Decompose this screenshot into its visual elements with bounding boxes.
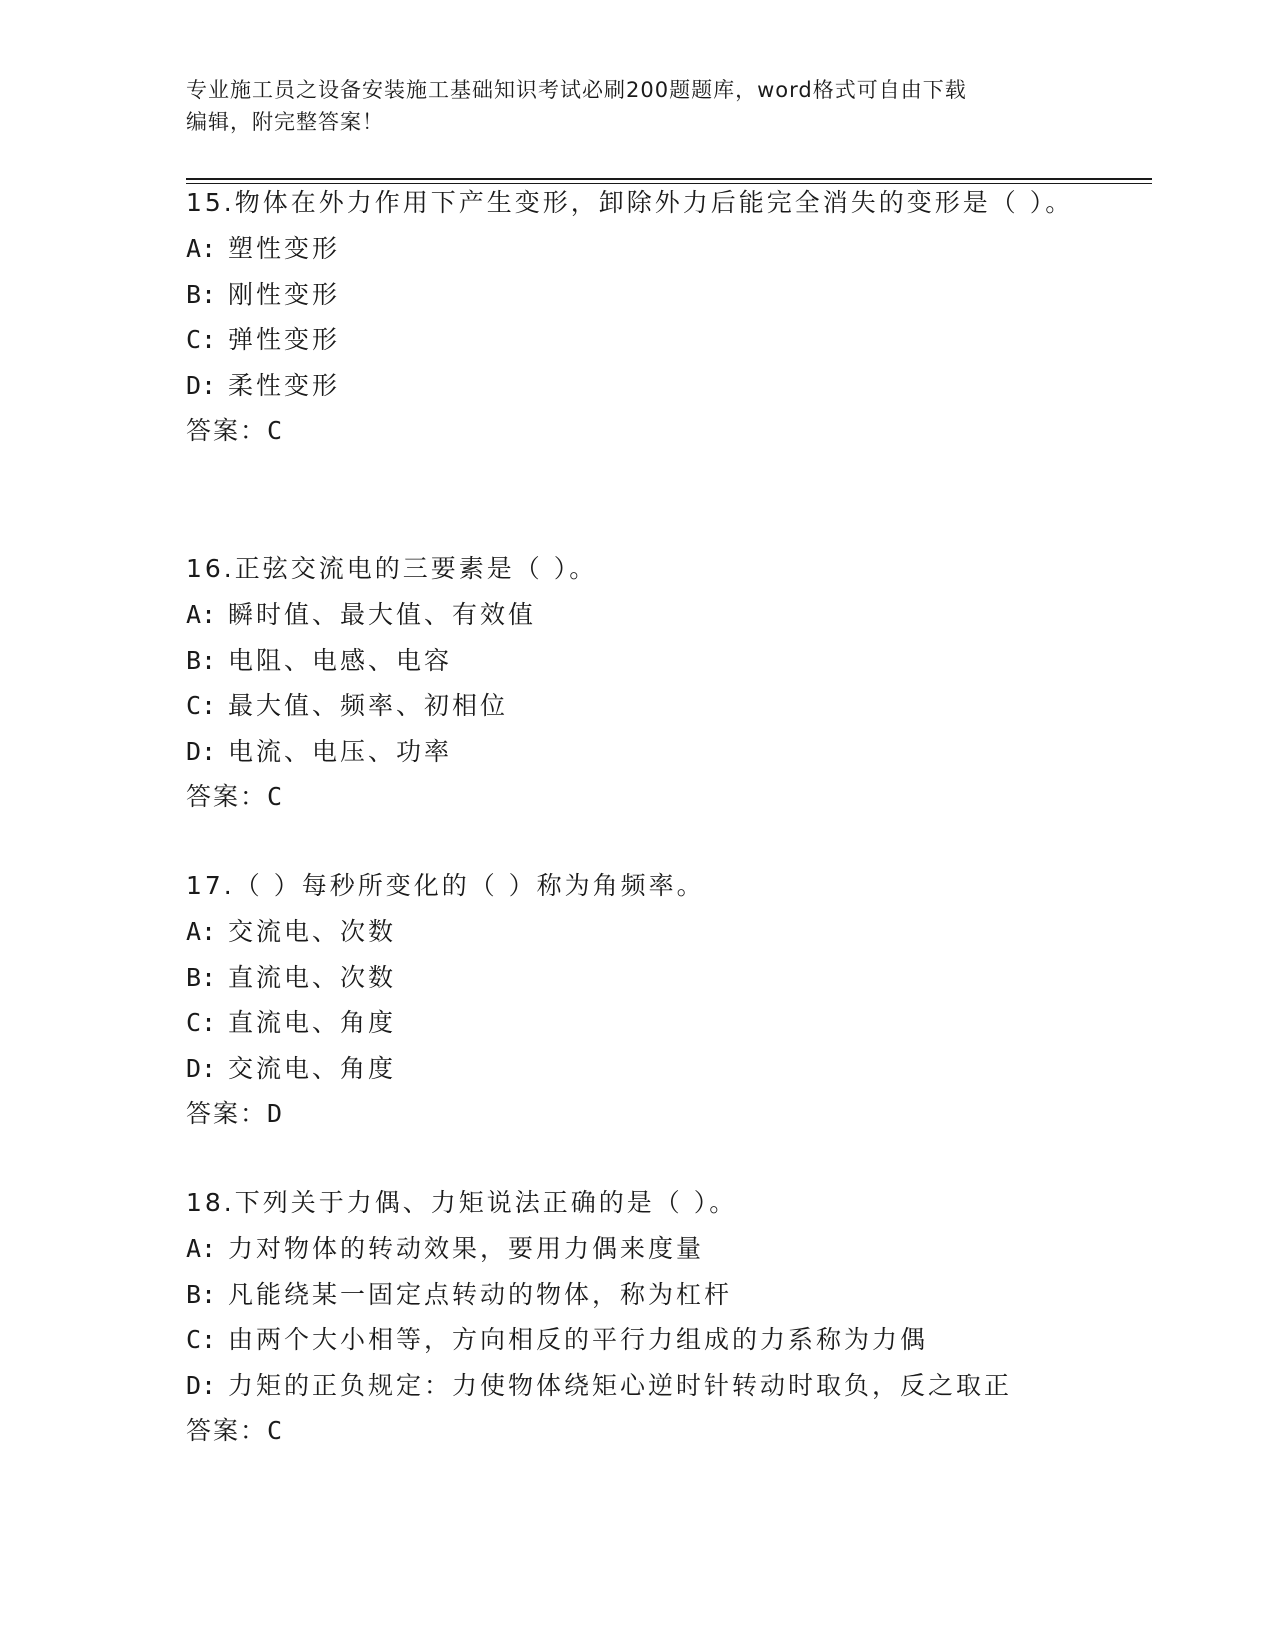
question-text: 15.物体在外力作用下产生变形，卸除外力后能完全消失的变形是（ ）。 bbox=[186, 188, 1074, 217]
option-key: B: bbox=[186, 962, 217, 992]
option-text: 直流电、角度 bbox=[228, 1008, 397, 1037]
option-text: 力对物体的转动效果，要用力偶来度量 bbox=[228, 1234, 705, 1263]
option-key: C: bbox=[186, 691, 217, 720]
header-title-line-2: 编辑，附完整答案！ bbox=[186, 110, 384, 134]
option-c bbox=[186, 683, 1156, 729]
question-16 bbox=[186, 546, 1156, 820]
answer-value: C bbox=[267, 416, 283, 445]
option-a bbox=[186, 592, 1156, 638]
question-15 bbox=[186, 180, 1156, 454]
option-text: 刚性变形 bbox=[228, 279, 341, 309]
option-text: 由两个大小相等，方向相反的平行力组成的力系称为力偶 bbox=[228, 1325, 929, 1354]
answer-label: 答案： bbox=[186, 1416, 268, 1445]
option-c bbox=[186, 1000, 1156, 1046]
option-key: A: bbox=[186, 917, 217, 946]
option-text: 塑性变形 bbox=[228, 234, 341, 263]
option-key: C: bbox=[186, 1008, 217, 1037]
question-18 bbox=[186, 1180, 1156, 1454]
option-d bbox=[186, 729, 1156, 775]
option-key: C: bbox=[186, 325, 217, 354]
option-b bbox=[186, 1272, 1156, 1318]
option-a bbox=[186, 909, 1156, 955]
option-c bbox=[186, 317, 1156, 363]
answer-line bbox=[186, 1091, 1156, 1137]
option-key: B: bbox=[186, 1279, 217, 1309]
option-key: D: bbox=[186, 370, 217, 400]
option-key: C: bbox=[186, 1325, 217, 1354]
answer-label: 答案： bbox=[186, 1099, 268, 1128]
option-text: 电阻、电感、电容 bbox=[228, 645, 453, 675]
question-text: 17.（ ）每秒所变化的（ ）称为角频率。 bbox=[186, 871, 705, 900]
option-key: B: bbox=[186, 645, 217, 675]
document-header bbox=[186, 74, 1086, 138]
option-b bbox=[186, 638, 1156, 684]
option-text: 最大值、频率、初相位 bbox=[228, 691, 509, 720]
option-text: 电流、电压、功率 bbox=[228, 736, 453, 766]
answer-label: 答案： bbox=[186, 782, 268, 811]
option-key: D: bbox=[186, 1370, 217, 1400]
option-text: 力矩的正负规定：力使物体绕矩心逆时针转动时取负，反之取正 bbox=[228, 1370, 1013, 1400]
option-text: 弹性变形 bbox=[228, 325, 341, 354]
option-text: 交流电、次数 bbox=[228, 917, 397, 946]
answer-line bbox=[186, 774, 1156, 820]
option-text: 柔性变形 bbox=[228, 370, 341, 400]
option-b bbox=[186, 955, 1156, 1001]
answer-line bbox=[186, 408, 1156, 454]
option-d bbox=[186, 1046, 1156, 1092]
question-text: 18.下列关于力偶、力矩说法正确的是（ ）。 bbox=[186, 1188, 738, 1217]
option-key: D: bbox=[186, 736, 217, 766]
answer-value: C bbox=[267, 782, 283, 811]
option-d bbox=[186, 1363, 1156, 1409]
header-title-line-1: 专业施工员之设备安装施工基础知识考试必刷200题题库，word格式可自由下载 bbox=[186, 78, 967, 102]
option-key: D: bbox=[186, 1053, 217, 1083]
option-key: A: bbox=[186, 1234, 217, 1263]
answer-value: C bbox=[267, 1416, 283, 1445]
option-text: 直流电、次数 bbox=[228, 962, 397, 992]
option-key: B: bbox=[186, 279, 217, 309]
answer-label: 答案： bbox=[186, 416, 268, 445]
option-b bbox=[186, 272, 1156, 318]
option-text: 交流电、角度 bbox=[228, 1053, 397, 1083]
option-text: 瞬时值、最大值、有效值 bbox=[228, 600, 537, 629]
option-a bbox=[186, 1226, 1156, 1272]
option-c bbox=[186, 1317, 1156, 1363]
question-text: 16.正弦交流电的三要素是（ ）。 bbox=[186, 554, 598, 583]
answer-line bbox=[186, 1408, 1156, 1454]
option-key: A: bbox=[186, 234, 217, 263]
option-a bbox=[186, 226, 1156, 272]
option-key: A: bbox=[186, 600, 217, 629]
option-d bbox=[186, 363, 1156, 409]
option-text: 凡能绕某一固定点转动的物体，称为杠杆 bbox=[228, 1279, 733, 1309]
answer-value: D bbox=[267, 1099, 283, 1128]
question-17 bbox=[186, 863, 1156, 1137]
